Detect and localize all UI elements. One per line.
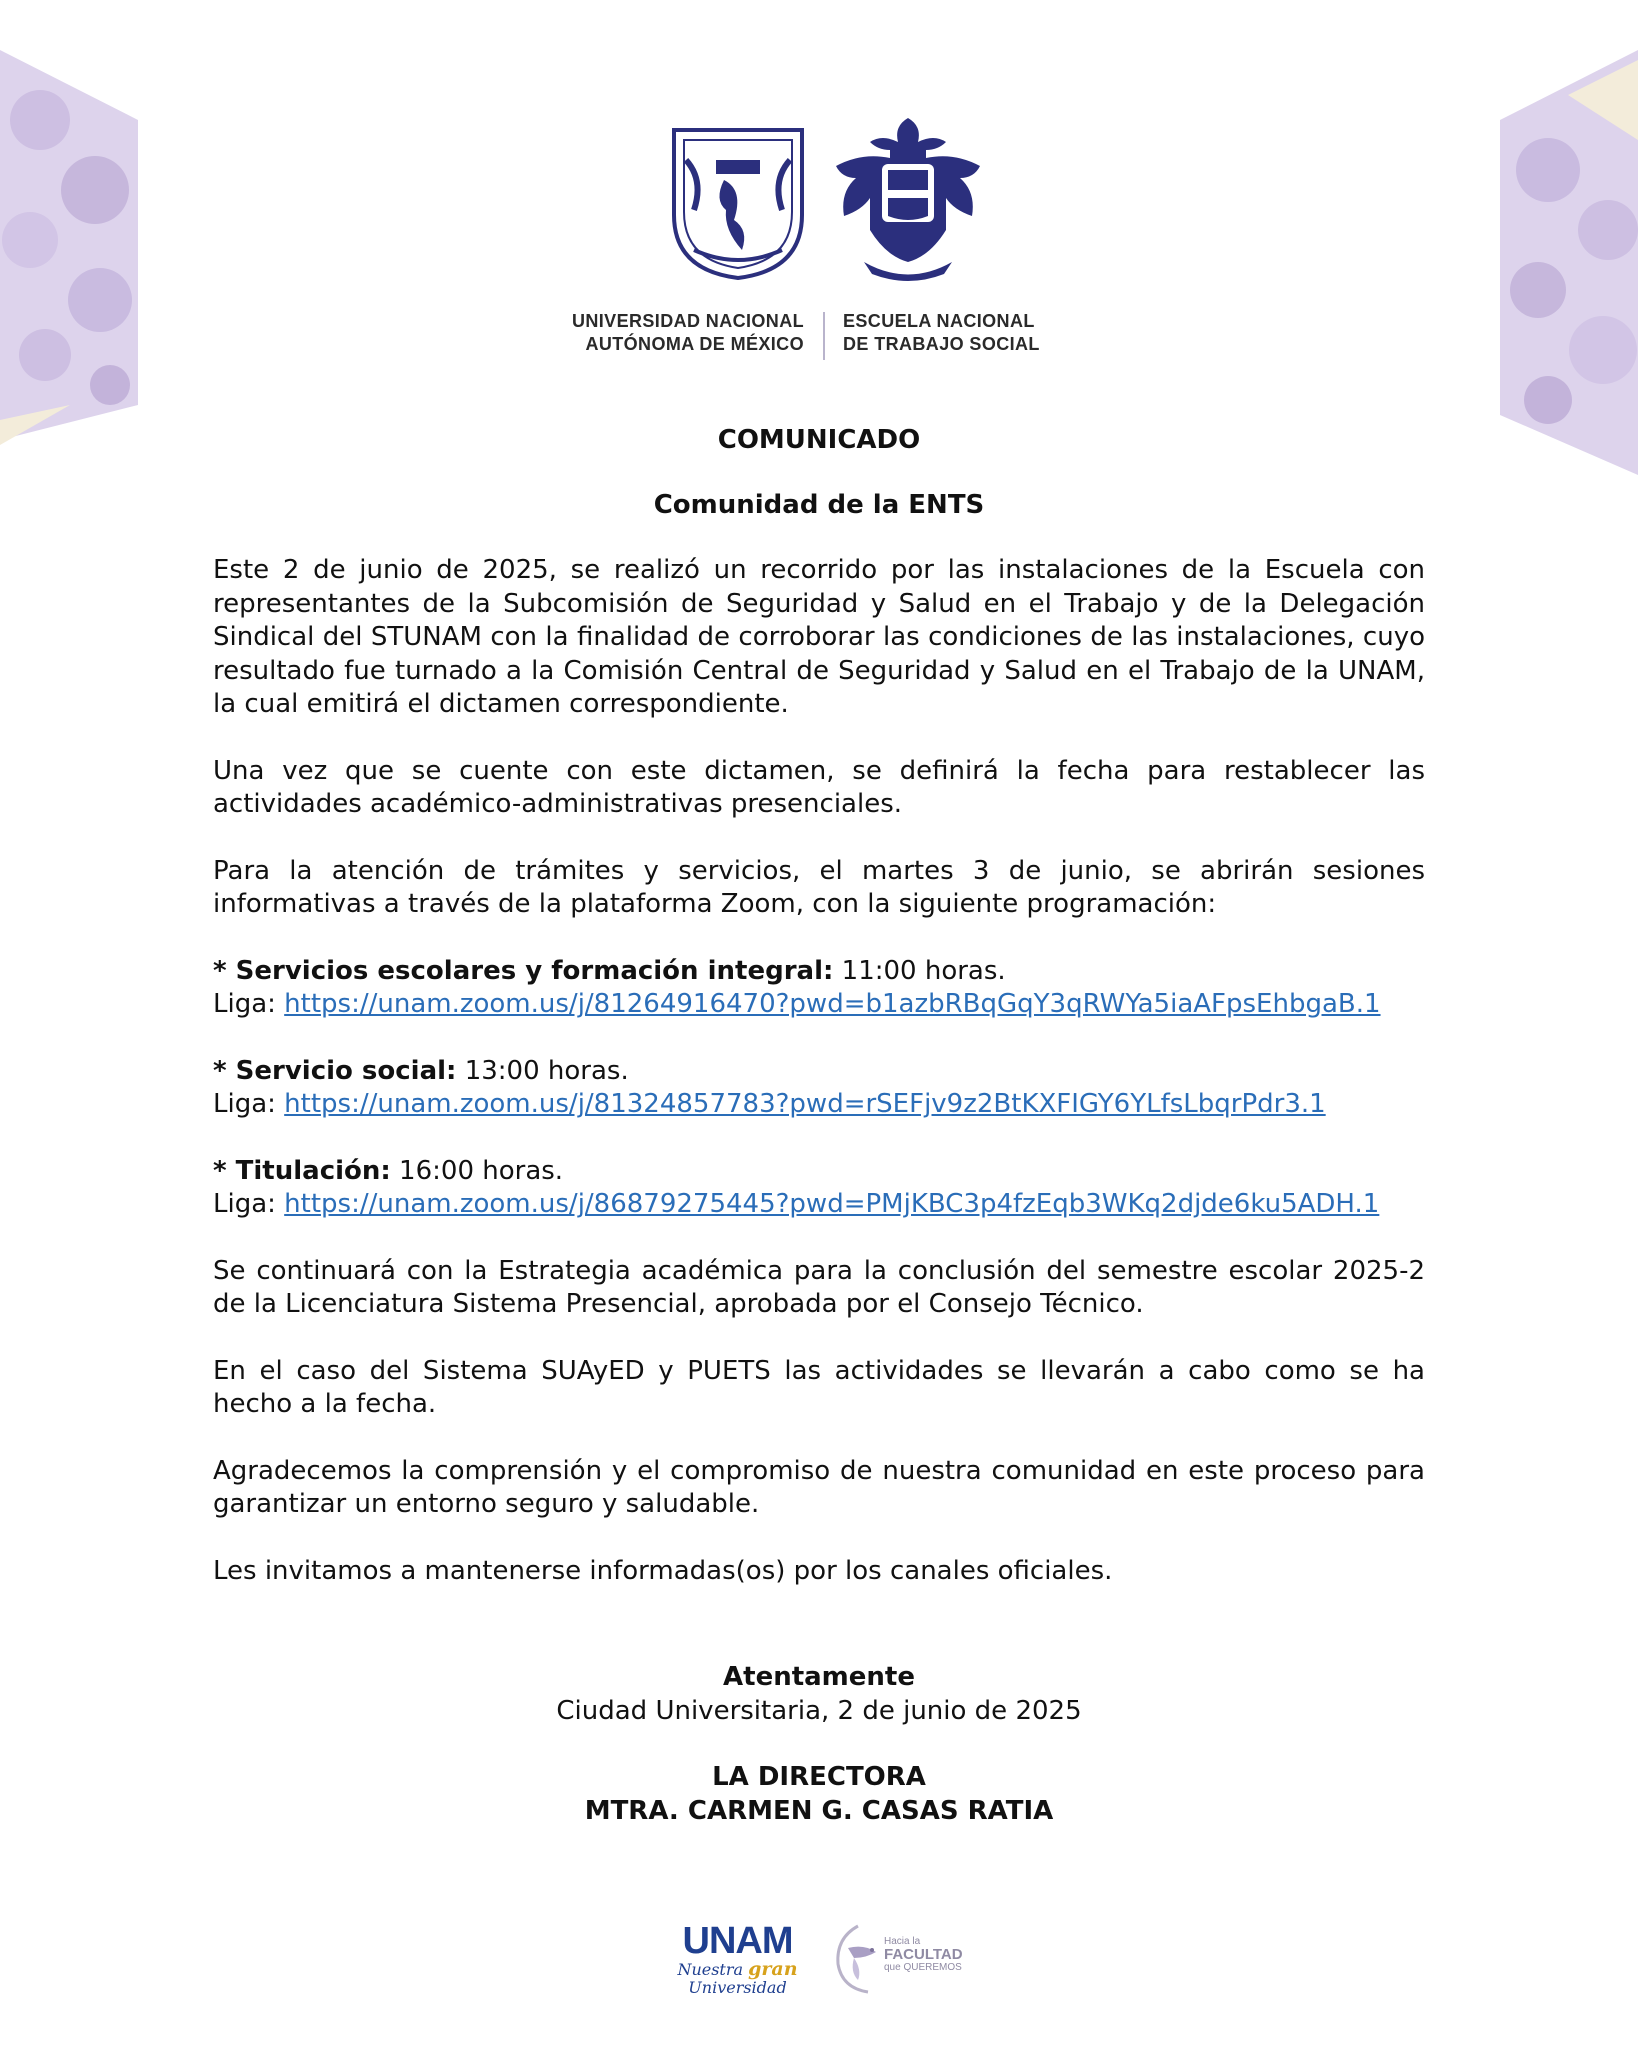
session-servicio-social xyxy=(213,1055,1425,1122)
ents-seal-icon xyxy=(834,112,982,287)
session-label: * Servicio social: xyxy=(213,1055,457,1086)
ents-name xyxy=(843,310,1040,356)
ents-name-line-2: DE TRABAJO SOCIAL xyxy=(843,334,1040,354)
signer-name: MTRA. CARMEN G. CASAS RATIA xyxy=(584,1796,1054,1826)
unam-wordmark: UNAM xyxy=(682,1920,793,1962)
session-time: 16:00 horas. xyxy=(390,1155,564,1186)
footer-logos xyxy=(0,1918,1638,2018)
unam-name xyxy=(572,310,804,356)
session-label: * Servicios escolares y formación integral: xyxy=(213,955,834,986)
document-subtitle: Comunidad de la ENTS xyxy=(653,490,985,520)
unam-tag-word-1: Nuestra xyxy=(677,1960,744,1979)
signature-block xyxy=(0,1660,1638,1828)
unam-seal-icon xyxy=(664,120,812,280)
zoom-link-titulacion[interactable]: https://unam.zoom.us/j/86879275445?pwd=PMjKBC3p4fzEqb3WKq2djde6ku5ADH.1 xyxy=(284,1189,1380,1219)
closing: Atentamente xyxy=(723,1662,915,1692)
facultad-text xyxy=(884,1936,963,1973)
paragraph-1: Este 2 de junio de 2025, se realizó un recorrido por las instalaciones de la Escuela con representantes de la Subcomisión de Seguridad y Salud en el Trabajo y de la Delegación Sindical del STUNAM con la finalidad de corroborar las condiciones de las instalaciones, cuyo resultado fue turnado a la Comisión Central de Seguridad y Salud en el Trabajo de la UNAM, la cual emitirá el dictamen correspondiente. xyxy=(213,555,1425,719)
liga-label: Liga: xyxy=(213,989,285,1019)
session-label: * Titulación: xyxy=(213,1155,391,1186)
document-title: COMUNICADO xyxy=(717,425,921,455)
unam-name-line-1: UNIVERSIDAD NACIONAL xyxy=(571,311,804,331)
paragraph-7: Les invitamos a mantenerse informadas(os) por los canales oficiales. xyxy=(213,1555,1113,1586)
seals xyxy=(660,112,1000,292)
place-date: Ciudad Universitaria, 2 de junio de 2025 xyxy=(556,1696,1082,1726)
unam-logo xyxy=(675,1922,800,1997)
paragraph-4: Se continuará con la Estrategia académica para la conclusión del semestre escolar 2025-2 de la Licenciatura Sistema Presencial, aprobada por el Consejo Técnico. xyxy=(213,1255,1425,1319)
unam-tag-word-2: Universidad xyxy=(688,1978,787,1997)
unam-name-line-2: AUTÓNOMA DE MÉXICO xyxy=(585,334,804,354)
decorative-pattern-left xyxy=(0,0,140,480)
zoom-link-servicio-social[interactable]: https://unam.zoom.us/j/81324857783?pwd=rSEFjv9z2BtKXFIGY6YLfsLbqrPdr3.1 xyxy=(284,1089,1326,1119)
session-time: 11:00 horas. xyxy=(833,955,1006,986)
document-body xyxy=(213,424,1425,1588)
zoom-link-escolares[interactable]: https://unam.zoom.us/j/81264916470?pwd=b1azbRBqGqY3qRWYa5iaAFpsEhbgaB.1 xyxy=(284,989,1381,1019)
unam-tagline xyxy=(675,1960,800,1997)
signer-role: LA DIRECTORA xyxy=(712,1762,926,1792)
facultad-line-1: Hacia la xyxy=(884,1936,921,1947)
facultad-line-3: que QUEREMOS xyxy=(884,1962,962,1973)
decorative-pattern-right xyxy=(1498,0,1638,480)
liga-label: Liga: xyxy=(213,1089,285,1119)
paragraph-5: En el caso del Sistema SUAyED y PUETS las actividades se llevarán a cabo como se ha hecho a la fecha. xyxy=(213,1355,1425,1419)
institution-names xyxy=(0,310,1638,362)
session-escolares xyxy=(213,955,1425,1022)
unam-tag-gran: gran xyxy=(748,1958,798,1980)
hummingbird-icon xyxy=(828,1918,888,1998)
ents-name-line-1: ESCUELA NACIONAL xyxy=(843,311,1035,331)
paragraph-3: Para la atención de trámites y servicios, el martes 3 de junio, se abrirán sesiones informativas a través de la plataforma Zoom, con la siguiente programación: xyxy=(213,855,1425,919)
liga-label: Liga: xyxy=(213,1189,285,1219)
header-divider xyxy=(823,312,825,360)
session-time: 13:00 horas. xyxy=(456,1055,629,1086)
facultad-logo xyxy=(828,1918,988,1998)
paragraph-6: Agradecemos la comprensión y el compromiso de nuestra comunidad en este proceso para garantizar un entorno seguro y saludable. xyxy=(213,1455,1425,1519)
session-titulacion xyxy=(213,1155,1425,1222)
facultad-line-2: FACULTAD xyxy=(884,1946,963,1963)
paragraph-2: Una vez que se cuente con este dictamen, se definirá la fecha para restablecer las actividades académico-administrativas presenciales. xyxy=(213,755,1425,819)
